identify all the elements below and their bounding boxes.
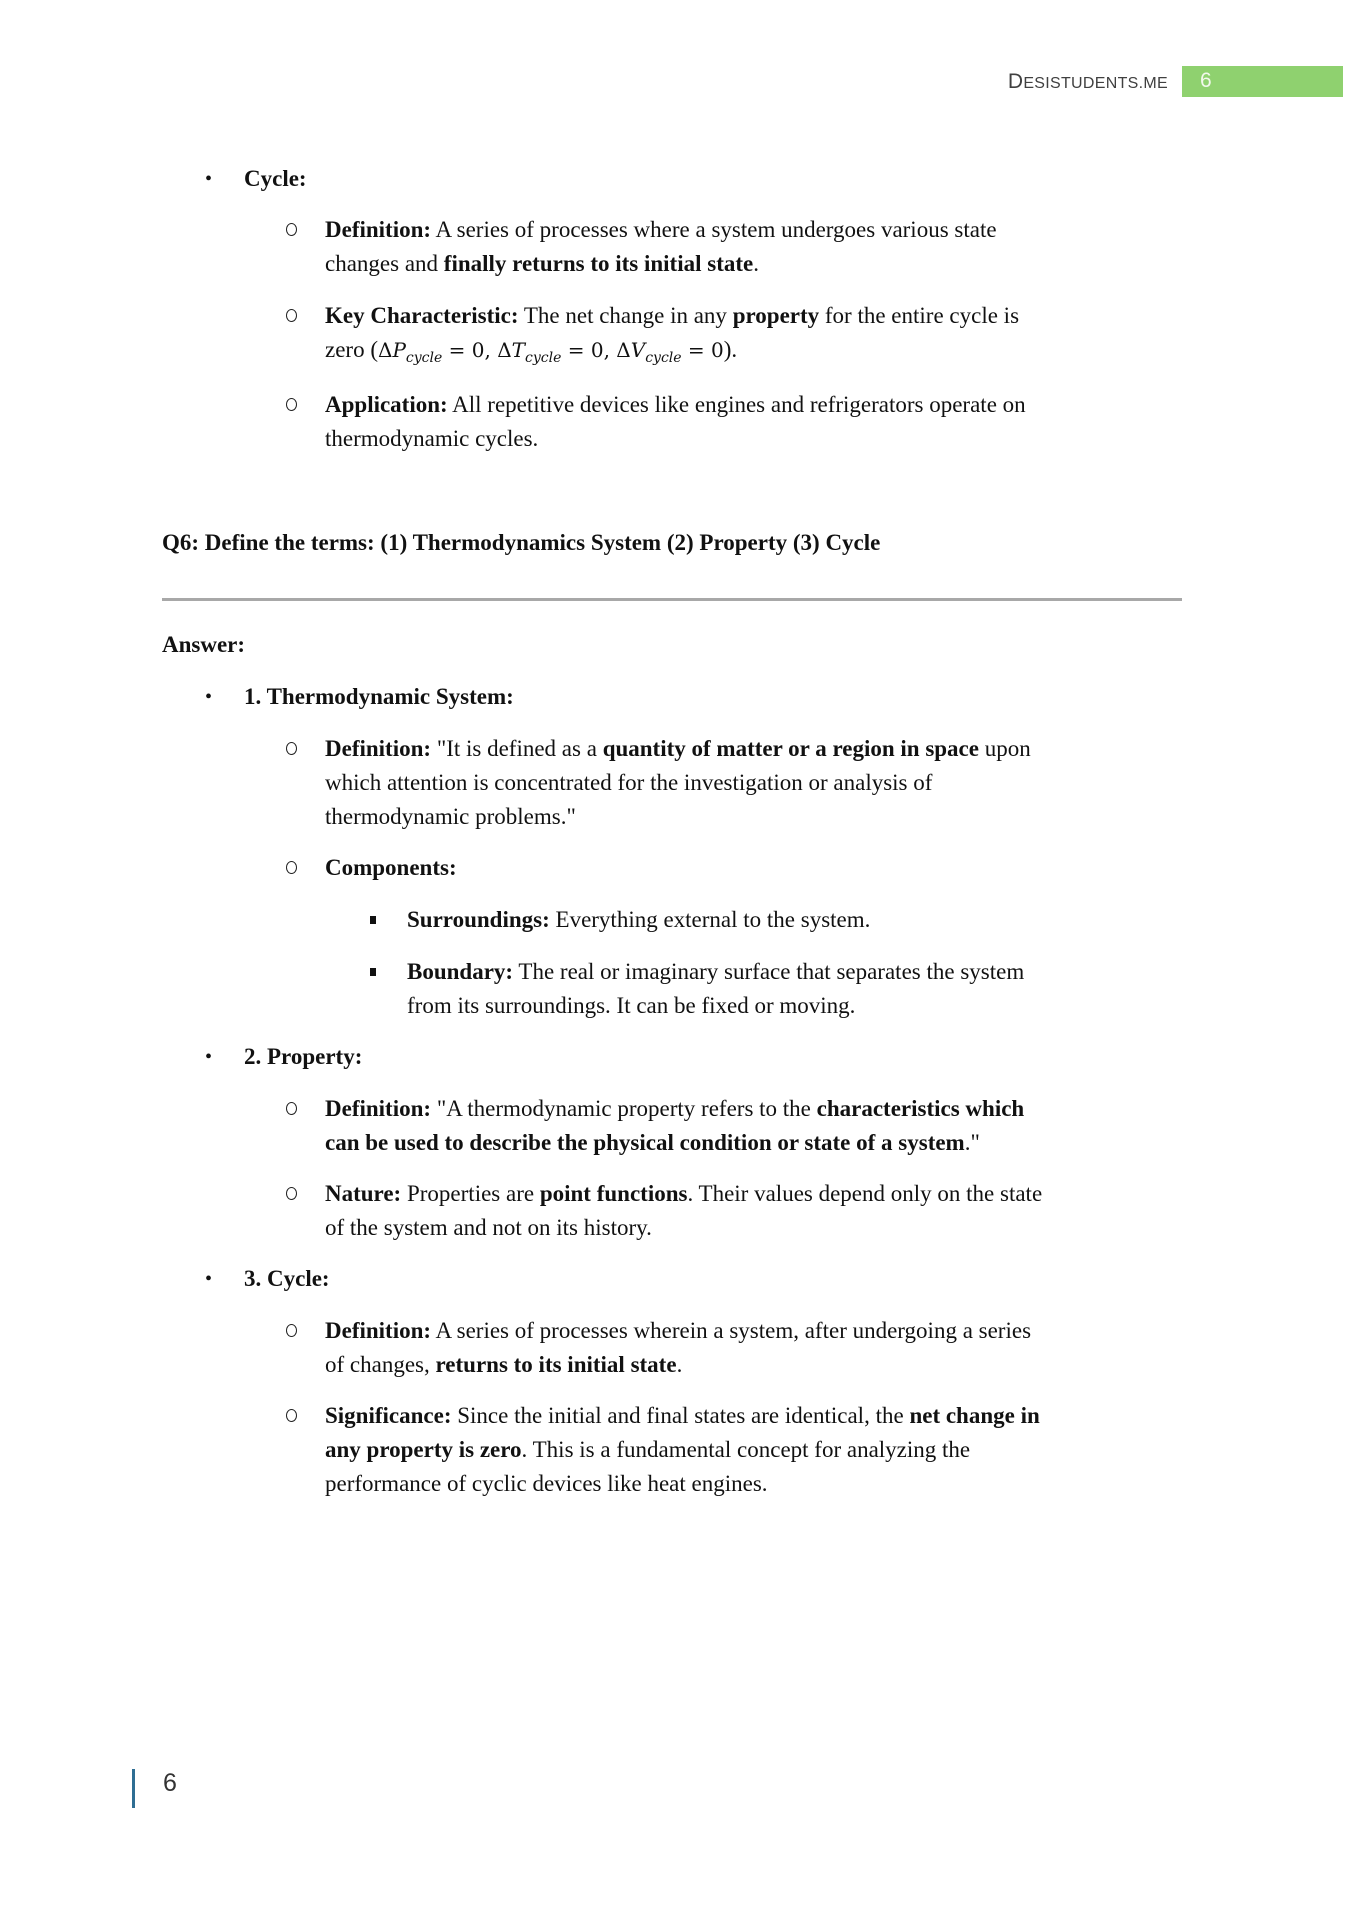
item-bold-text: any property is zero: [325, 1437, 522, 1462]
item-text: The net change in any: [518, 303, 733, 328]
math-delta: Δ: [497, 338, 512, 362]
circle-bullet-icon: [286, 398, 297, 411]
item-text: Everything external to the system.: [549, 907, 871, 932]
item-bold-text: can be used to describe the physical condition or state of a system: [325, 1130, 965, 1155]
item-label: Nature:: [325, 1181, 402, 1206]
item-text: for the entire cycle is: [819, 303, 1020, 328]
site-name: [0, 70, 1168, 94]
circle-bullet-icon: [286, 1187, 297, 1200]
circle-bullet-icon: [286, 1102, 297, 1115]
item-label: Definition:: [325, 736, 432, 761]
math-var: T: [511, 338, 525, 362]
answer-label: Answer:: [162, 632, 246, 657]
property-definition-line1: [325, 1095, 1024, 1123]
math-subscript: cycle: [405, 350, 443, 366]
item-text: All repetitive devices like engines and refrigerators operate on: [447, 392, 1026, 417]
item-label: Definition:: [325, 1096, 432, 1121]
item-label: Application:: [325, 392, 448, 417]
cycle-definition-line2: [325, 250, 759, 278]
item-label: Key Characteristic:: [325, 303, 519, 328]
bullet-icon: •: [205, 1046, 213, 1068]
boundary-line2: from its surroundings. It can be fixed or moving.: [407, 993, 856, 1018]
math-var: P: [392, 338, 406, 362]
property-title: 2. Property:: [244, 1044, 363, 1069]
cycle-key-characteristic-line1: [325, 302, 1019, 330]
property-nature-line1: [325, 1180, 1042, 1208]
item-text: zero (: [325, 337, 378, 362]
header-page-badge: [1182, 66, 1343, 97]
item-text: .": [964, 1130, 980, 1155]
item-text: .: [676, 1352, 683, 1377]
system-definition-line1: [325, 735, 1031, 763]
circle-bullet-icon: [286, 309, 297, 322]
item-bold-text: characteristics which: [816, 1096, 1025, 1121]
item-text: "A thermodynamic property refers to the: [431, 1096, 817, 1121]
system-definition-line3: thermodynamic problems.": [325, 804, 576, 829]
item-label: Definition:: [325, 217, 432, 242]
bullet-icon: •: [205, 1268, 213, 1290]
cycle-significance-line2: [325, 1436, 970, 1464]
circle-bullet-icon: [286, 1324, 297, 1337]
circle-bullet-icon: [286, 1409, 297, 1422]
site-name-rest: ESISTUDENTS.ME: [1023, 75, 1168, 92]
cycle-intro-title: Cycle:: [244, 166, 307, 191]
square-bullet-icon: [370, 916, 376, 924]
item-bold-text: point functions: [539, 1181, 688, 1206]
cycle-significance-line1: [325, 1402, 1040, 1430]
item-text: . Their values depend only on the state: [687, 1181, 1043, 1206]
cycle-definition2-line1: [325, 1317, 1031, 1345]
surroundings-line: [407, 906, 870, 934]
item-text: A series of processes wherein a system, after undergoing a series: [431, 1318, 1032, 1343]
item-text: Since the initial and final states are identical, the: [451, 1403, 910, 1428]
math-delta: Δ: [378, 338, 393, 362]
cycle-title: 3. Cycle:: [244, 1266, 330, 1291]
item-label: Significance:: [325, 1403, 452, 1428]
item-bold-text: finally returns to its initial state: [443, 251, 754, 276]
system-definition-line2: which attention is concentrated for the investigation or analysis of: [325, 770, 933, 795]
property-nature-line2: of the system and not on its history.: [325, 1215, 652, 1240]
item-bold-text: property: [732, 303, 820, 328]
math-eq: = 0: [561, 338, 604, 362]
cycle-application-line1: [325, 391, 1026, 419]
item-text: Properties are: [401, 1181, 540, 1206]
item-bold-text: quantity of matter or a region in space: [602, 736, 979, 761]
item-text: A series of processes where a system undergoes various state: [431, 217, 997, 242]
question-title: Q6: Define the terms: (1) Thermodynamics System (2) Property (3) Cycle: [162, 530, 881, 555]
math-eq: = 0: [681, 338, 724, 362]
header-page-number: 6: [1200, 69, 1212, 92]
item-text: . This is a fundamental concept for analyzing the: [521, 1437, 971, 1462]
circle-bullet-icon: [286, 223, 297, 236]
system-components-label: Components:: [325, 855, 457, 880]
item-text: of changes,: [325, 1352, 436, 1377]
math-sep: ,: [484, 338, 498, 362]
cycle-definition2-line2: [325, 1351, 682, 1379]
divider: [162, 598, 1182, 601]
circle-bullet-icon: [286, 861, 297, 874]
item-text: "It is defined as a: [431, 736, 603, 761]
item-bold-text: net change in: [909, 1403, 1040, 1428]
item-bold-text: returns to its initial state: [435, 1352, 677, 1377]
item-text: The real or imaginary surface that separates the system: [513, 959, 1025, 984]
boundary-line1: [407, 958, 1024, 986]
cycle-definition-line1: [325, 216, 997, 244]
item-label: Definition:: [325, 1318, 432, 1343]
item-text: ).: [723, 337, 738, 362]
system-title: 1. Thermodynamic System:: [244, 684, 514, 709]
math-subscript: cycle: [645, 350, 682, 366]
cycle-application-line2: thermodynamic cycles.: [325, 426, 539, 451]
square-bullet-icon: [370, 968, 376, 976]
item-text: .: [753, 251, 759, 276]
site-name-initial: D: [1007, 70, 1024, 93]
bullet-icon: •: [205, 686, 213, 708]
math-delta: Δ: [616, 338, 631, 362]
item-label: Boundary:: [407, 959, 514, 984]
math-subscript: cycle: [525, 350, 562, 366]
cycle-significance-line3: performance of cyclic devices like heat engines.: [325, 1471, 768, 1496]
item-text: changes and: [325, 251, 444, 276]
cycle-key-characteristic-line2: [325, 336, 737, 372]
math-expression: [378, 338, 724, 366]
item-text: upon: [978, 736, 1031, 761]
math-eq: = 0: [442, 338, 485, 362]
footer-page-number: 6: [163, 1769, 177, 1797]
bullet-icon: •: [205, 168, 213, 190]
circle-bullet-icon: [286, 742, 297, 755]
footer-accent-bar: [132, 1769, 135, 1808]
math-var: V: [630, 338, 646, 362]
math-sep: ,: [603, 338, 617, 362]
property-definition-line2: [325, 1129, 980, 1157]
item-label: Surroundings:: [407, 907, 550, 932]
